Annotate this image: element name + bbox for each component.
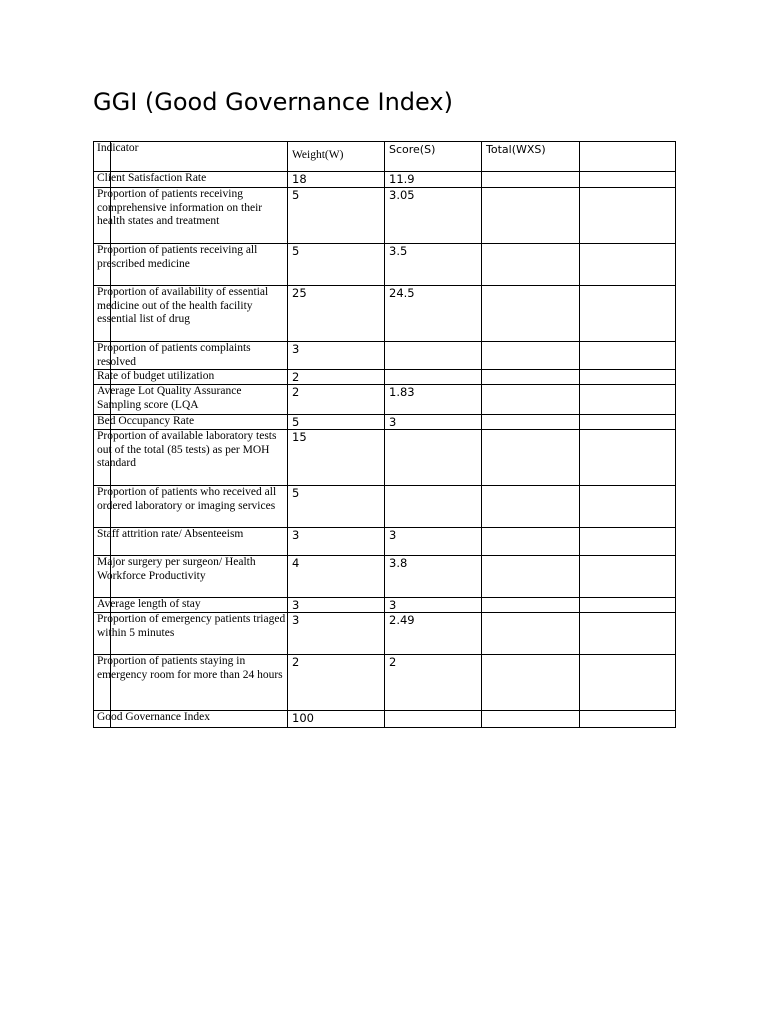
weight-cell-text: 15 (292, 430, 307, 445)
indicator-cell (97, 613, 288, 655)
header-indicator-label: Indicator (97, 142, 139, 154)
weight-cell-text: 5 (292, 486, 300, 501)
indicator-cell-text: Proportion of availability of essential medicine out of the health facility essential list of drug (97, 286, 269, 326)
table-row (94, 556, 676, 598)
indicator-cell (97, 528, 288, 556)
indicator-cell (97, 415, 288, 430)
extra-cell (580, 244, 676, 286)
table-row (94, 613, 676, 655)
weight-cell-text: 2 (292, 385, 300, 400)
indicator-cell (97, 188, 288, 244)
weight-cell (288, 286, 385, 342)
score-cell-text: 3.8 (389, 556, 408, 571)
header-weight (288, 142, 385, 172)
indicator-cell-text: Proportion of patients receiving all prescribed medicine (97, 244, 258, 270)
score-cell-text: 3.5 (389, 244, 408, 258)
score-cell (385, 415, 482, 430)
weight-cell (288, 613, 385, 655)
extra-cell (580, 486, 676, 528)
weight-cell-text: 100 (292, 711, 314, 726)
weight-cell-text: 5 (292, 244, 300, 258)
weight-cell (288, 486, 385, 528)
total-cell (482, 172, 580, 188)
indicator-cell-text: Proportion of patients staying in emergency room for more than 24 hours (97, 655, 283, 681)
indicator-cell (97, 286, 288, 342)
total-cell (482, 711, 580, 728)
score-cell (385, 655, 482, 711)
total-cell (482, 385, 580, 415)
header-extra (580, 142, 676, 172)
weight-cell (288, 430, 385, 486)
total-cell (482, 655, 580, 711)
score-cell (385, 385, 482, 415)
total-cell (482, 430, 580, 486)
score-cell-text: 3 (389, 598, 397, 613)
header-total (482, 142, 580, 172)
table-row (94, 385, 676, 415)
weight-cell-text: 3 (292, 528, 300, 543)
indicator-cell-text: Proportion of patients receiving comprehensive information on their health states and treatment (97, 188, 263, 228)
table-row (94, 528, 676, 556)
header-total-label: Total(WXS) (486, 143, 546, 156)
total-cell (482, 613, 580, 655)
extra-cell (580, 430, 676, 486)
total-cell (482, 244, 580, 286)
total-cell (482, 188, 580, 244)
header-score-label: Score(S) (389, 143, 436, 156)
weight-cell (288, 528, 385, 556)
score-cell-text: 3 (389, 528, 397, 543)
header-score (385, 142, 482, 172)
weight-cell (288, 244, 385, 286)
extra-cell (580, 528, 676, 556)
weight-cell (288, 711, 385, 728)
extra-cell (580, 188, 676, 244)
indicator-cell-text: Proportion of emergency patients triaged within 5 minutes (97, 613, 286, 639)
header-row (94, 142, 676, 172)
score-cell (385, 613, 482, 655)
score-cell (385, 172, 482, 188)
total-cell (482, 528, 580, 556)
indicator-cell (97, 430, 288, 486)
extra-cell (580, 655, 676, 711)
weight-cell-text: 2 (292, 370, 300, 385)
weight-cell (288, 385, 385, 415)
indicator-cell (97, 556, 288, 598)
weight-cell (288, 370, 385, 385)
extra-cell (580, 286, 676, 342)
weight-cell (288, 188, 385, 244)
table-row (94, 655, 676, 711)
score-cell (385, 486, 482, 528)
page-title: GGI (Good Governance Index) (93, 88, 453, 116)
score-cell (385, 286, 482, 342)
ggi-table (93, 141, 676, 728)
indicator-cell-text: Client Satisfaction Rate (97, 172, 207, 184)
extra-cell (580, 415, 676, 430)
table-row (94, 244, 676, 286)
indicator-cell-text: Rate of budget utilization (97, 370, 215, 383)
table-row (94, 172, 676, 188)
weight-cell (288, 415, 385, 430)
extra-cell (580, 342, 676, 370)
score-cell (385, 244, 482, 286)
table-row (94, 188, 676, 244)
indicator-cell (97, 342, 288, 370)
table-row (94, 286, 676, 342)
score-cell (385, 598, 482, 613)
extra-cell (580, 385, 676, 415)
weight-cell (288, 655, 385, 711)
indicator-cell-text: Proportion of patients who received all ordered laboratory or imaging services (97, 486, 277, 512)
indicator-cell-text: Good Governance Index (97, 711, 211, 724)
score-cell-text: 11.9 (389, 172, 415, 186)
score-cell (385, 370, 482, 385)
indicator-cell-text: Average Lot Quality Assurance Sampling score (LQA (97, 385, 242, 411)
table-row (94, 415, 676, 430)
weight-cell-text: 3 (292, 598, 300, 613)
weight-cell-text: 25 (292, 286, 307, 300)
indicator-cell-text: Major surgery per surgeon/ Health Workforce Productivity (97, 556, 256, 582)
weight-cell-text: 5 (292, 188, 300, 202)
score-cell-text: 3.05 (389, 188, 415, 202)
indicator-cell (97, 598, 288, 613)
total-cell (482, 415, 580, 430)
extra-cell (580, 172, 676, 188)
extra-cell (580, 598, 676, 613)
indicator-cell-text: Proportion of available laboratory tests out of the total (85 tests) as per MOH standard (97, 430, 277, 470)
weight-cell-text: 2 (292, 655, 300, 670)
weight-cell-text: 5 (292, 415, 300, 430)
extra-cell (580, 711, 676, 728)
weight-cell-text: 4 (292, 556, 300, 571)
extra-cell (580, 556, 676, 598)
extra-cell (580, 370, 676, 385)
weight-cell (288, 598, 385, 613)
score-cell (385, 528, 482, 556)
indicator-cell (97, 370, 288, 385)
table-row (94, 486, 676, 528)
indicator-cell (97, 486, 288, 528)
header-indicator (97, 142, 288, 172)
header-weight-label: Weight(W) (292, 149, 344, 161)
indicator-cell (97, 711, 288, 728)
table-row (94, 342, 676, 370)
total-cell (482, 486, 580, 528)
ggi-table-body (94, 142, 676, 728)
total-cell (482, 598, 580, 613)
score-cell-text: 2 (389, 655, 397, 670)
score-cell (385, 711, 482, 728)
indicator-cell (97, 244, 288, 286)
score-cell-text: 24.5 (389, 286, 415, 300)
total-cell (482, 286, 580, 342)
score-cell (385, 430, 482, 486)
weight-cell (288, 172, 385, 188)
indicator-cell-text: Average length of stay (97, 598, 201, 611)
table-row (94, 430, 676, 486)
total-cell (482, 342, 580, 370)
table-row (94, 711, 676, 728)
weight-cell-text: 18 (292, 172, 307, 186)
indicator-cell-text: Staff attrition rate/ Absenteeism (97, 528, 244, 541)
total-cell (482, 556, 580, 598)
score-cell (385, 556, 482, 598)
indicator-cell-text: Bed Occupancy Rate (97, 415, 195, 428)
indicator-cell (97, 385, 288, 415)
score-cell (385, 342, 482, 370)
weight-cell-text: 3 (292, 613, 300, 628)
weight-cell (288, 342, 385, 370)
indicator-cell (97, 655, 288, 711)
score-cell-text: 3 (389, 415, 397, 430)
weight-cell (288, 556, 385, 598)
extra-cell (580, 613, 676, 655)
indicator-cell-text: Proportion of patients complaints resolved (97, 342, 251, 368)
score-cell-text: 2.49 (389, 613, 415, 628)
weight-cell-text: 3 (292, 342, 300, 356)
table-row (94, 598, 676, 613)
total-cell (482, 370, 580, 385)
score-cell (385, 188, 482, 244)
table-row (94, 370, 676, 385)
score-cell-text: 1.83 (389, 385, 415, 400)
indicator-cell (97, 172, 288, 188)
